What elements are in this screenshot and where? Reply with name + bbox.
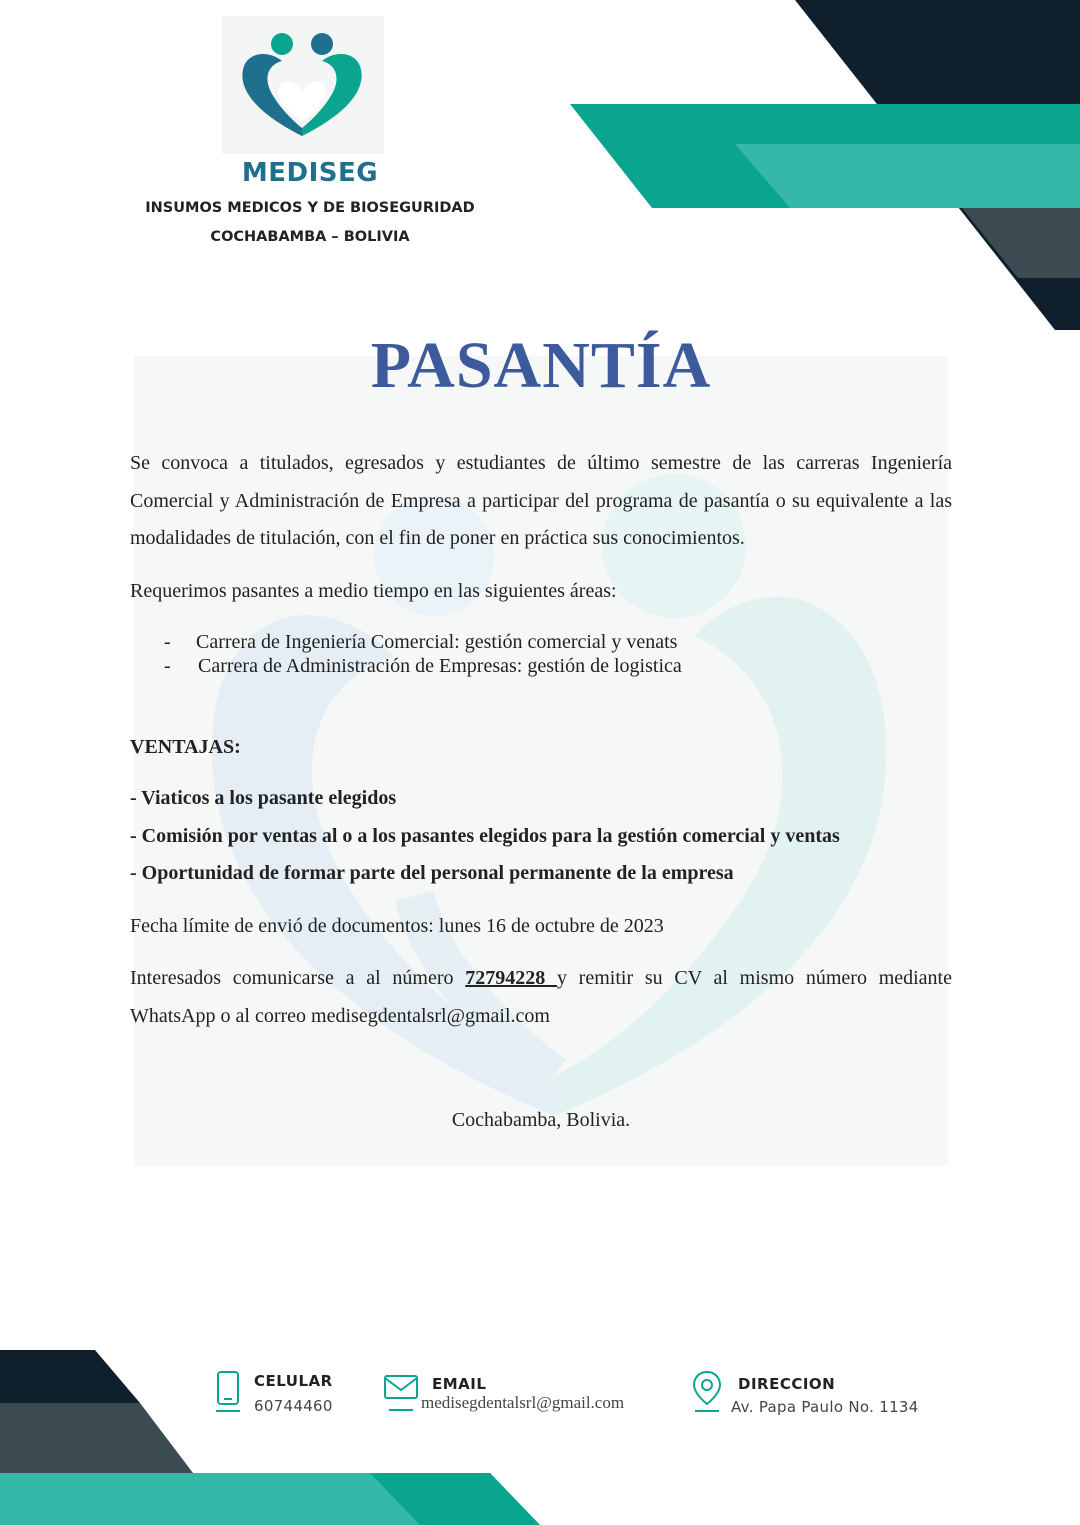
deadline-text: Fecha límite de envió de documentos: lunes 16 de octubre de 2023 [130, 915, 664, 937]
advantage-item: - Oportunidad de formar parte del personal permanente de la empresa [130, 862, 734, 884]
top-right-teal-light-shape [735, 144, 1080, 208]
footer-phone-value[interactable]: 60744460 [254, 1397, 333, 1415]
top-right-slate-shape [962, 208, 1080, 278]
bottom-left-slate-shape [0, 1403, 193, 1473]
closing-location: Cochabamba, Bolivia. [451, 1109, 631, 1131]
logo-box [222, 16, 384, 154]
footer-address-label: DIRECCION [738, 1375, 836, 1393]
list-item [164, 631, 678, 654]
list-dash: - [164, 631, 171, 653]
advantage-item: - Comisión por ventas al o a los pasantes elegidos para la gestión comercial y ventas [130, 825, 840, 847]
heart-people-icon [222, 16, 384, 154]
footer-address-icon-wrap [692, 1370, 722, 1419]
areas-heading: Requerimos pasantes a medio tiempo en las siguientes áreas: [130, 580, 617, 602]
contact-paragraph [130, 960, 952, 1035]
page-title: PASANTÍA [370, 329, 712, 402]
list-item-text: Carrera de Administración de Empresas: gestión de logistica [198, 655, 682, 677]
advantages-heading: VENTAJAS: [130, 736, 241, 758]
location-pin-icon [692, 1370, 722, 1414]
footer-email-value[interactable]: medisegdentalsrl@gmail.com [421, 1393, 625, 1412]
footer-phone-label: CELULAR [254, 1372, 333, 1390]
advantage-item: - Viaticos a los pasante elegidos [130, 787, 397, 809]
brand-subtitle: INSUMOS MEDICOS Y DE BIOSEGURIDAD [145, 200, 475, 216]
envelope-icon [383, 1374, 419, 1414]
footer-email-icon-wrap [383, 1374, 419, 1419]
contact-text-before: Interesados comunicarse a al número [130, 967, 466, 989]
footer-address-value: Av. Papa Paulo No. 1134 [731, 1398, 919, 1416]
intro-paragraph: Se convoca a titulados, egresados y estudiantes de último semestre de las carreras Ingeniería Comercial y Administración de Empresa a participar del programa de pasantía o su equivalente a las modalidades de titulación, con el fin de poner en práctica sus conocimientos. [130, 452, 952, 549]
contact-text-after: y remitir su CV al mismo número mediante WhatsApp o al correo medisegdentalsrl@gmail.com [130, 967, 952, 1027]
list-item-text: Carrera de Ingeniería Comercial: gestión comercial y venats [196, 631, 678, 653]
phone-icon [214, 1370, 242, 1414]
bottom-left-dark-shape [0, 1350, 140, 1403]
footer-phone-icon-wrap [214, 1370, 242, 1419]
brand-name: MEDISEG [241, 158, 379, 188]
footer-email-label: EMAIL [432, 1375, 487, 1393]
contact-phone-link[interactable]: 72794228 [465, 967, 557, 989]
brand-location: COCHABAMBA – BOLIVIA [210, 229, 410, 245]
list-item [164, 655, 682, 678]
list-dash: - [164, 655, 171, 677]
